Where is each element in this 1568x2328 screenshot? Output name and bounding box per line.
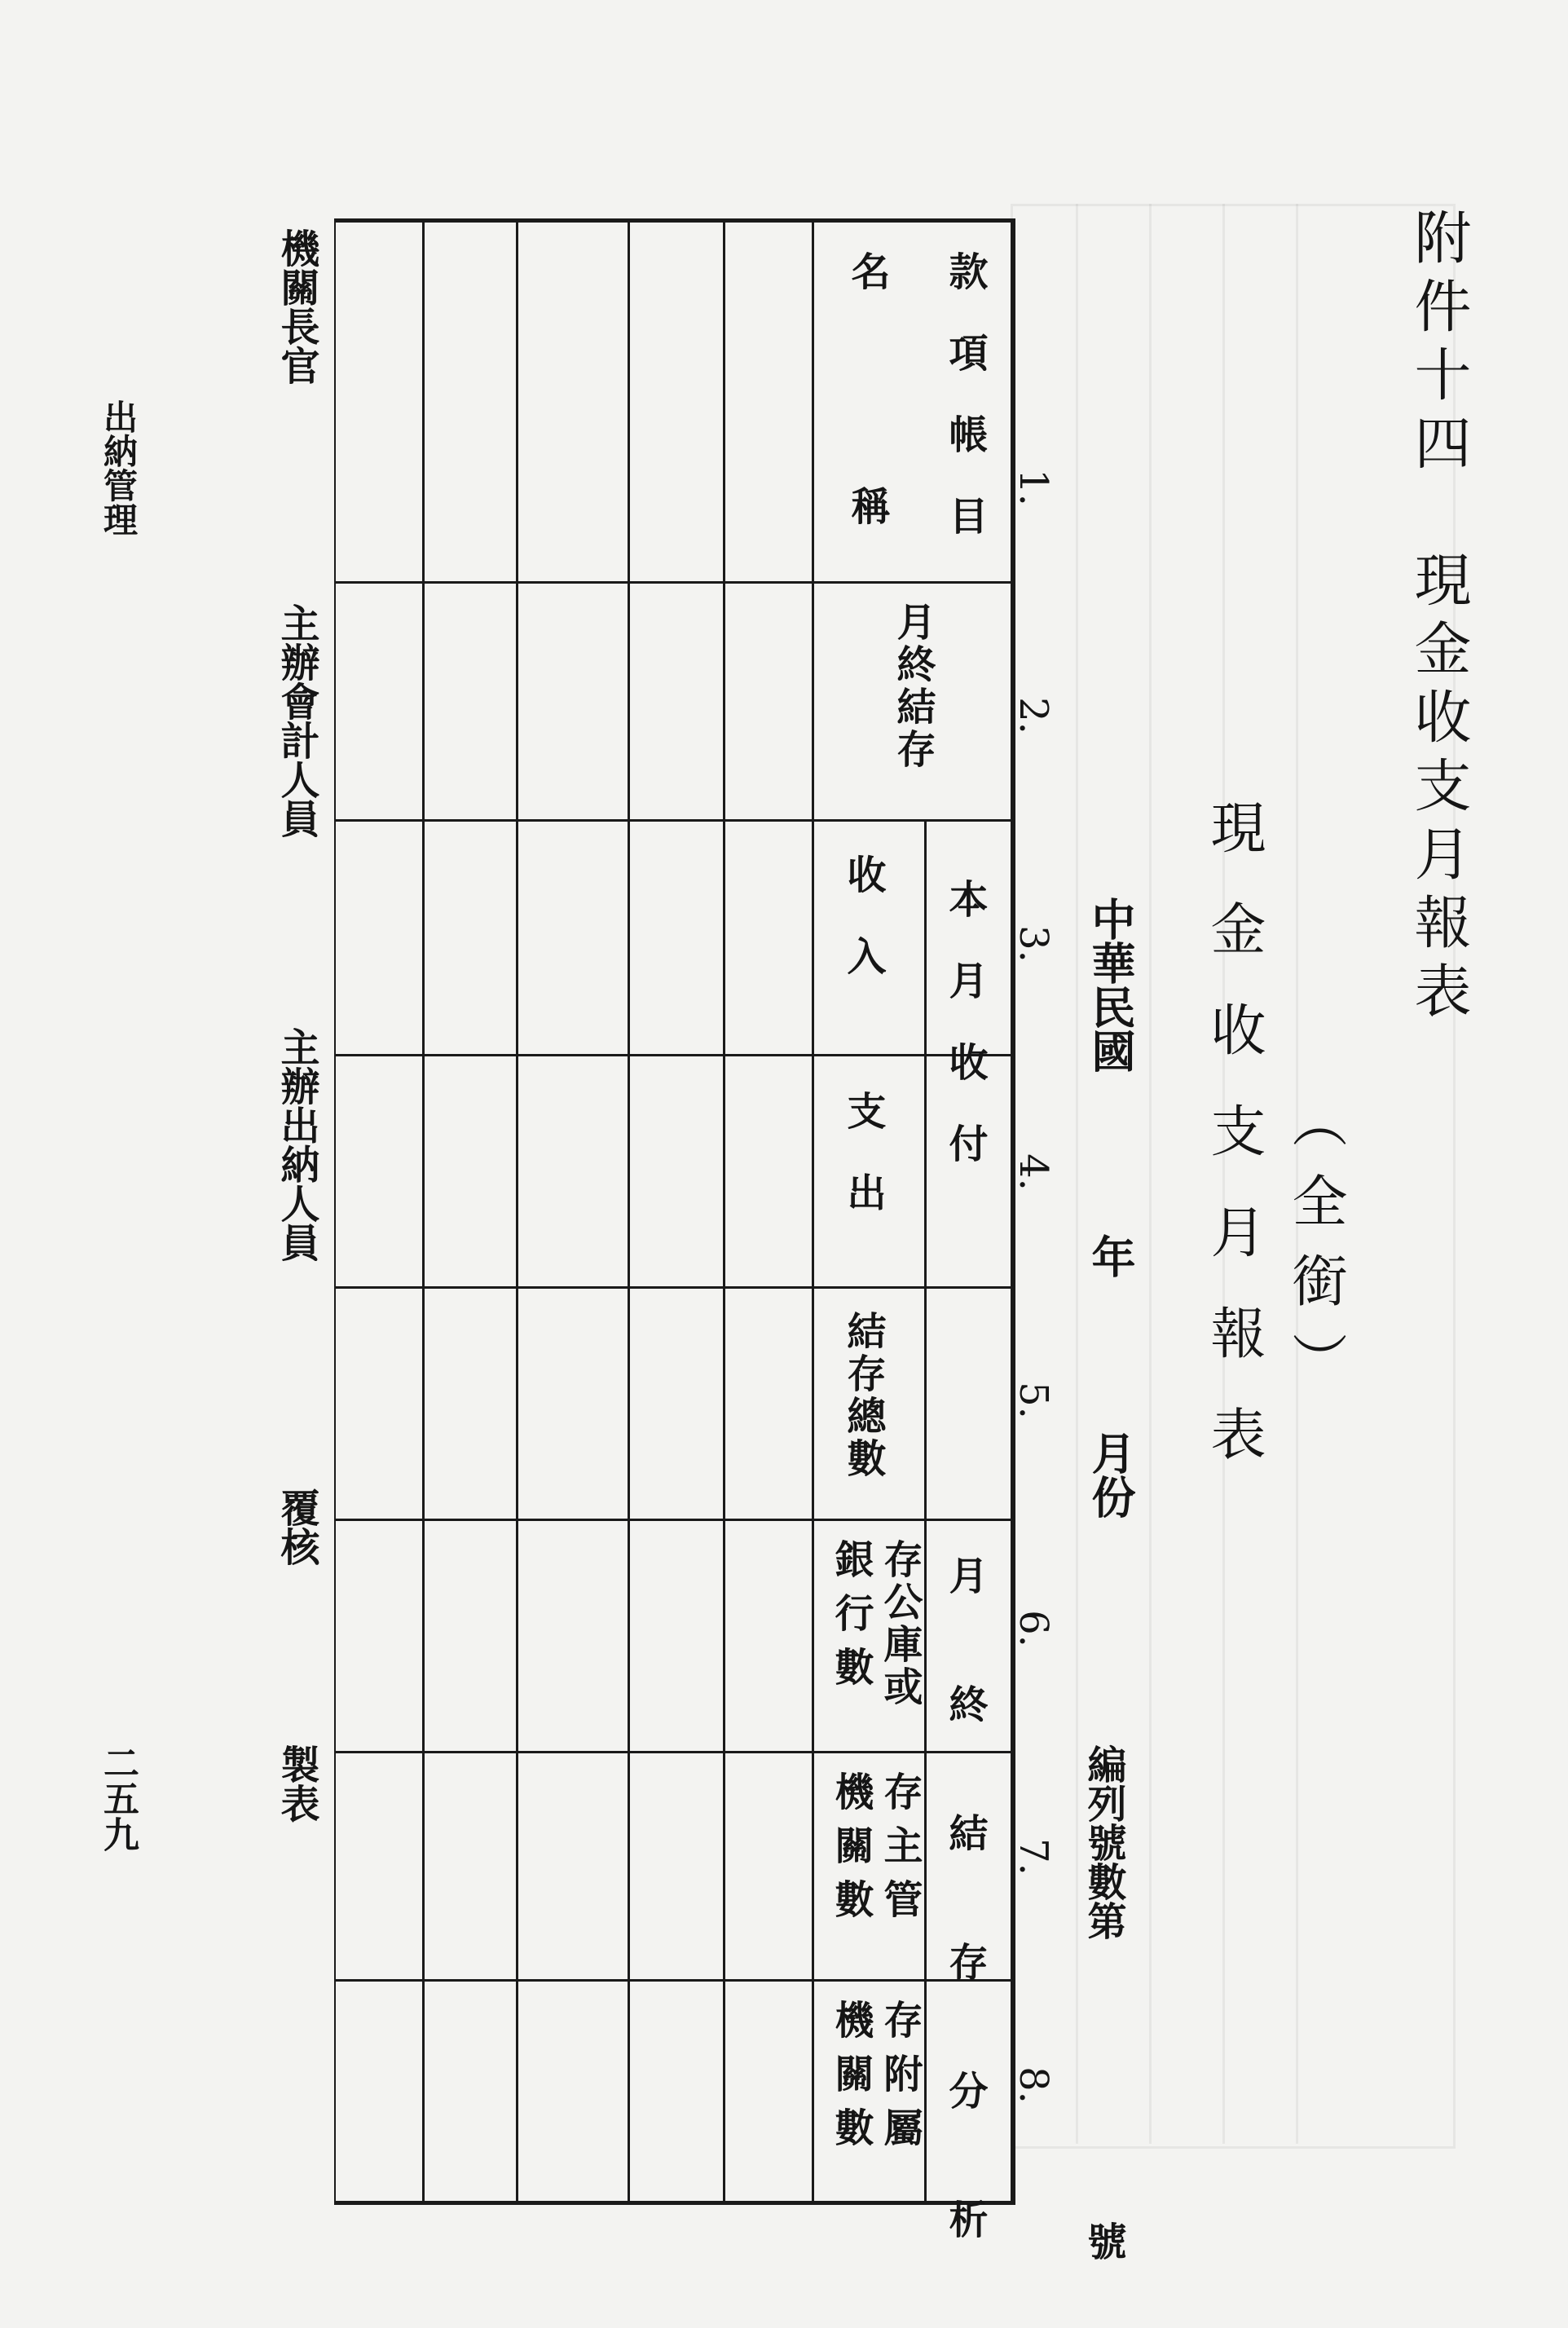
- header-monthly-group: 本月收付: [942, 879, 988, 1205]
- group-header-divider: [924, 819, 927, 2205]
- header-account-line2: 名稱: [844, 251, 890, 721]
- header-month-end-balance: 月終結存: [890, 602, 936, 771]
- header-divider: [812, 218, 814, 2205]
- column-divider: [334, 1979, 1015, 1982]
- column-number: 5.: [1010, 1382, 1056, 1419]
- header-parent-line2: 機關數: [828, 1771, 874, 1933]
- column-number: 3.: [1010, 925, 1056, 963]
- row-line: [723, 218, 725, 2205]
- column-number: 2.: [1010, 697, 1056, 734]
- header-treasury-line1: 存公庫或: [877, 1539, 923, 1709]
- year-label: 年: [1085, 1233, 1137, 1278]
- column-number: 1.: [1010, 469, 1056, 506]
- header-total: 結存總數: [840, 1311, 886, 1480]
- header-affiliated-line2: 機關數: [828, 2000, 874, 2161]
- attachment-title: 附件十四 現金收支月報表: [1405, 208, 1472, 1030]
- column-divider: [334, 1054, 1015, 1056]
- month-label: 月份: [1085, 1431, 1137, 1519]
- form-subtitle: （全銜）: [1283, 1092, 1347, 1412]
- serial-prefix: 編列號數第: [1081, 1744, 1126, 1940]
- bleed-through-line: [1149, 204, 1152, 2144]
- column-divider: [334, 1519, 1015, 1521]
- column-divider: [334, 1286, 1015, 1289]
- footer-cashier: 主辦出納人員: [274, 1027, 319, 1262]
- serial-suffix: 號: [1081, 2221, 1126, 2260]
- column-number: 6.: [1010, 1610, 1056, 1647]
- running-head: 出納管理: [99, 399, 139, 536]
- column-number: 8.: [1010, 2066, 1056, 2104]
- column-number: 7.: [1010, 1838, 1056, 1876]
- column-divider: [334, 1751, 1015, 1753]
- header-affiliated-line1: 存附屬: [877, 2000, 923, 2161]
- cash-report-table: [334, 218, 1015, 2328]
- row-line: [516, 218, 518, 2205]
- footer-review: 覆核: [274, 1488, 319, 1566]
- date-prefix: 中華民國: [1085, 897, 1137, 1073]
- page-number: 二五九: [97, 1744, 139, 1852]
- header-month-end-analysis: 月終結存分析: [942, 1555, 988, 2328]
- column-divider: [334, 581, 1015, 584]
- footer-head: 機關長官: [274, 228, 319, 385]
- header-treasury-line2: 銀行數: [828, 1539, 874, 1700]
- footer-accountant: 主辦會計人員: [274, 603, 319, 838]
- row-line: [422, 218, 425, 2205]
- footer-maker: 製表: [274, 1744, 319, 1823]
- column-numbers: [1010, 0, 1096, 2322]
- header-parent-line1: 存主管: [877, 1771, 923, 1933]
- column-number: 4.: [1010, 1153, 1056, 1191]
- row-line: [628, 218, 630, 2205]
- header-expense: 支出: [840, 1091, 886, 1254]
- header-income: 收入: [840, 854, 886, 1017]
- column-divider: [334, 819, 1015, 822]
- header-account-line1: 款項帳目: [942, 251, 988, 577]
- form-title: 現金收支月報表: [1201, 799, 1266, 1506]
